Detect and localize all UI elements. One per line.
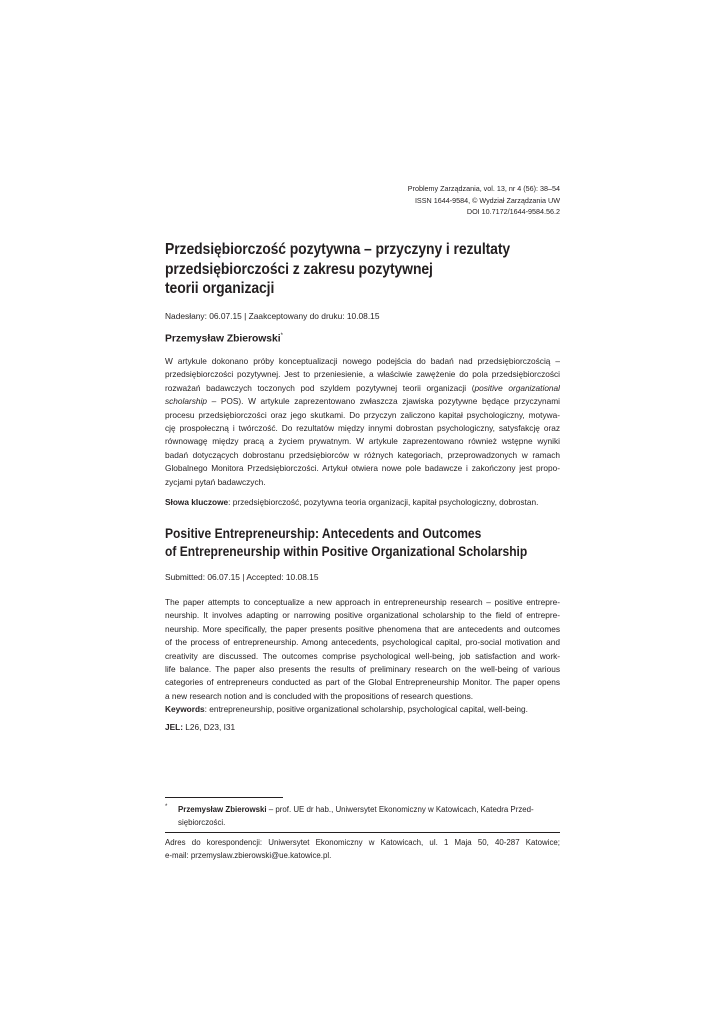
journal-issn: ISSN 1644-9584, © Wydział Zarządzania UW (414, 195, 560, 205)
polish-title-line: teorii organizacji (165, 280, 275, 297)
polish-keywords (165, 497, 565, 507)
abstract-line: W artykule dokonano próby konceptualizacji nowego podejścia do badań nad przedsiębiorczością – (165, 356, 560, 366)
keywords-text: : entrepreneurship, positive organizational scholarship, psychological capital, well-being. (204, 704, 528, 714)
abstract-line: cję prospołeczną i twórczość. Do rezultatów między innymi dobrostan psychologiczny, satysfakcję oraz (165, 422, 560, 433)
english-title-line: Positive Entrepreneurship: Antecedents and Outcomes (165, 526, 482, 541)
journal-doi: DOI 10.7172/1644-9584.56.2 (466, 207, 560, 217)
journal-citation: Problemy Zarządzania, vol. 13, nr 4 (56): 38–54 (407, 184, 560, 193)
abstract-line: zycjami pytań badawczych. (165, 476, 266, 487)
abstract-line: neurship. It involves adapting or narrowing positive organizational scholarship to the field of entrepre- (165, 610, 560, 621)
english-submission-dates: Submitted: 06.07.15 | Accepted: 10.08.15 (165, 572, 319, 582)
abstract-line (165, 395, 560, 408)
abstract-line (165, 382, 560, 395)
english-keywords (165, 704, 565, 714)
keywords-label: Słowa kluczowe (165, 497, 229, 507)
footnote-text (178, 803, 560, 830)
correspondence-divider (165, 832, 560, 833)
english-title (165, 525, 543, 561)
abstract-italic-term: scholarship (165, 396, 207, 407)
footnote-author-name: Przemysław Zbierowski (178, 805, 267, 814)
author-name (165, 333, 283, 344)
polish-title (165, 240, 521, 299)
abstract-line-text: rozważań badawczych toczonych pod szyldem pozytywnej teorii organizacji ( (165, 382, 475, 393)
journal-header (165, 183, 560, 218)
abstract-line: równowagę między pracą a życiem prywatnym. W artykule zaprezentowano również wstępne wyniki (165, 436, 560, 447)
jel-text: L26, D23, I31 (182, 722, 236, 732)
polish-abstract (165, 355, 560, 489)
abstract-line: badań dotyczących dobrostanu przedsiębiorców w różnych kategoriach, przeprowadzonych w ramach (165, 449, 560, 460)
abstract-line: life balance. The paper also presents the results of preliminary research on the well-being of various (165, 663, 560, 674)
footnote-mark: * (165, 804, 168, 810)
abstract-line: categories of entrepreneurs conducted as part of the Global Entrepreneurship Monitor. The paper opens (165, 677, 560, 688)
abstract-line: procesu przedsiębiorczości oraz jego skutkami. Do przyczyn zaliczono kapitał psychologiczny, motywa- (165, 409, 560, 420)
abstract-line: creativity are discussed. The outcomes comprise psychological well-being, job satisfaction and work- (165, 650, 560, 661)
abstract-line-text: – POS). W artykule zaprezentowano zwłaszcza zjawiska pozytywne będące przyczynami (206, 396, 560, 407)
jel-label: JEL: (165, 722, 183, 732)
abstract-line: of the process of entrepreneurship. Among antecedents, psychological capital, pro-social motivation and (165, 637, 560, 648)
jel-codes (165, 722, 565, 732)
correspondence-line: Adres do korespondencji: Uniwersytet Ekonomiczny w Katowicach, ul. 1 Maja 50, 40-287 Katowice; (165, 838, 560, 847)
abstract-line: The paper attempts to conceptualize a new approach in entrepreneurship research – positive entrepre- (165, 597, 560, 607)
polish-title-line: przedsiębiorczości z zakresu pozytywnej (165, 260, 433, 278)
abstract-line: przedsiębiorczości pozytywnej. Jest to przeniesienie, a właściwie zawężenie do pola przedsiębiorczości (165, 369, 560, 380)
abstract-line: a new research notion and is concluded with the propositions of research questions. (165, 690, 474, 701)
correspondence-address (165, 836, 560, 863)
english-abstract (165, 596, 560, 703)
footnote-line: siębiorczości. (178, 818, 226, 828)
keywords-text: : przedsiębiorczość, pozytywna teoria organizacji, kapitał psychologiczny, dobrostan. (228, 497, 539, 507)
footnote-line (178, 803, 560, 816)
english-title-line: of Entrepreneurship within Positive Organizational Scholarship (165, 544, 528, 559)
keywords-label: Keywords (165, 704, 205, 714)
abstract-line: Globalnego Monitora Przedsiębiorczości. Artykuł otwiera nowe pole badawcze i zakończony jest propo- (165, 463, 560, 474)
abstract-italic-term: positive organizational (474, 382, 560, 393)
author-footnote-mark: * (280, 333, 283, 339)
polish-title-line: Przedsiębiorczość pozytywna – przyczyny i rezultaty (165, 241, 511, 258)
author-name-text: Przemysław Zbierowski (165, 333, 281, 345)
correspondence-email: e-mail: przemyslaw.zbierowski@ue.katowice.pl. (165, 851, 332, 861)
polish-submission-dates: Nadesłany: 06.07.15 | Zaakceptowany do druku: 10.08.15 (165, 311, 380, 321)
abstract-line: neurship. More specifically, the paper presents positive phenomena that are antecedents and outcomes (165, 623, 560, 634)
footnote-affiliation: – prof. UE dr hab., Uniwersytet Ekonomiczny w Katowicach, Katedra Przed- (266, 805, 534, 814)
footnote-divider (165, 797, 283, 798)
